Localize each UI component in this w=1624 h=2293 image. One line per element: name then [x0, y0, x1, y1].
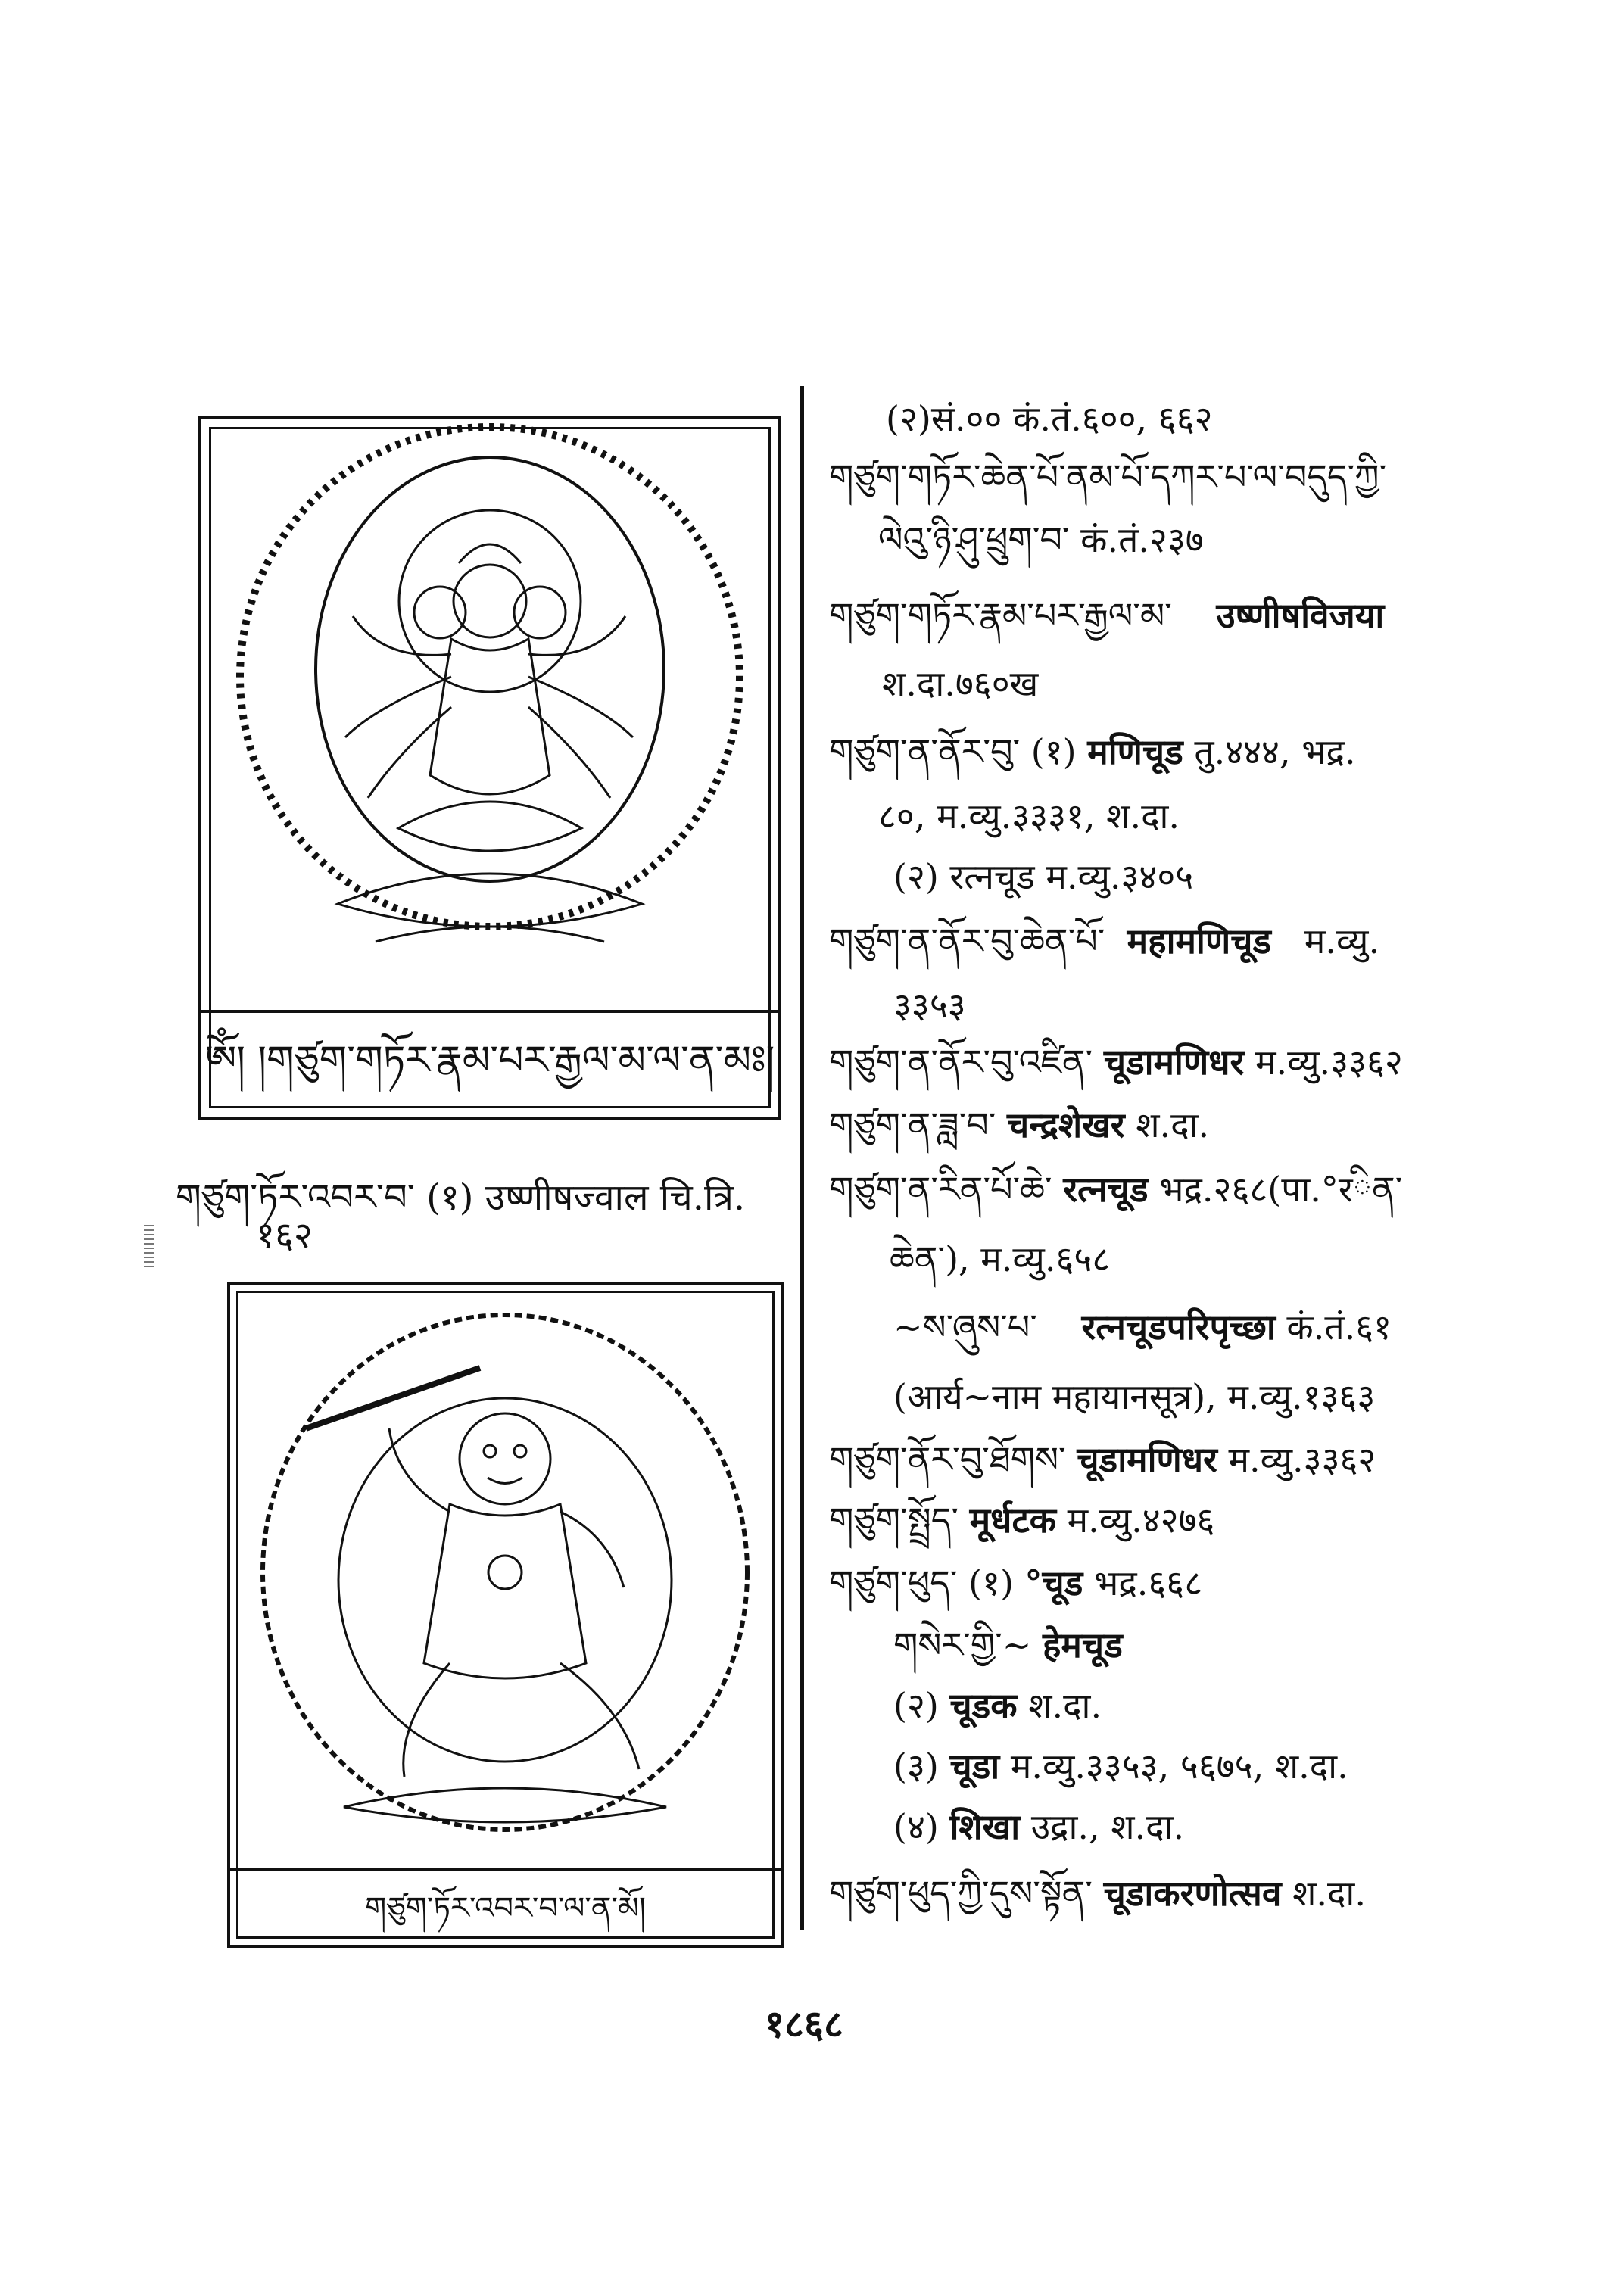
plate-wrathful-deity — [227, 1282, 784, 1948]
entry-line: གཙུག་སྤྲོད་ मूर्धटक म.व्यु.४२७६ — [829, 1500, 1215, 1541]
entry-line: གཙུག་ན་ནོར་བུ་ཆེན་པོ་ महामणिचूड म.व्यु. — [829, 921, 1380, 961]
entry-line: ८०, म.व्यु.३३३१, श.दा. — [878, 796, 1180, 837]
entry-line: ३३५३ — [893, 985, 966, 1026]
deity-illustration-wrathful — [230, 1285, 781, 1860]
entry-line: གཙུག་ཕུད་ཀྱི་དུས་སྟོན་ चूडाकरणोत्सव श.दा. — [829, 1873, 1366, 1914]
entry-line: གཙུག་གཏོར་རྣམ་པར་རྒྱལ་མ་ उष्णीषविजया — [829, 595, 1385, 636]
entry-line: ~ས་ཞུས་པ་ रत्नचूडपरिपृच्छा कं.तं.६१ — [893, 1307, 1392, 1347]
entry-line: ལེའུ་ཉི་ཤུ་ཕྲུག་བ་ कं.तं.२३७ — [878, 519, 1204, 560]
entry-line: གཙུག་ན་རིན་པོ་ཆེ་ रत्नचूड भद्र.२६८(पा.°रིན་ — [829, 1169, 1403, 1210]
entry-line: གསེར་གྱི་~ हेमचूड — [893, 1625, 1123, 1665]
entry-line: གཙུག་ནོར་བུ་ཐོགས་ चूडामणिधर म.व्यु.३३६२ — [829, 1439, 1376, 1480]
dotted-mark — [144, 1225, 154, 1267]
plate-caption: གཙུག་ཏོར་འབར་བ་ལ་ན་མོ། — [230, 1868, 781, 1946]
page-number: १८६८ — [765, 2002, 843, 2046]
entry-line: (४) शिखा उद्रा., श.दा. — [893, 1806, 1185, 1847]
entry-line: གཙུག་ཕུད་ (१) °चूड भद्र.६६८ — [829, 1562, 1203, 1603]
entry-line: གཙུག་ན་ཟླ་བ་ चन्द्रशेखर श.दा. — [829, 1104, 1210, 1145]
figure-caption-number: १६२ — [256, 1214, 313, 1257]
plate-ushnishavijaya — [198, 416, 781, 1120]
entry-line: (२) चूडक श.दा. — [893, 1685, 1102, 1726]
entry-line: (२)सं.०० कं.तं.६००, ६६२ — [886, 398, 1213, 439]
entry-line: श.दा.७६०ख — [882, 663, 1039, 704]
figure-caption: གཙུག་ཏོར་འབར་བ་ (१) उष्णीषज्वाल चि.त्रि. — [176, 1176, 746, 1219]
entry-line: (२) रत्नचूड म.व्यु.३४०५ — [893, 856, 1194, 897]
column-divider — [800, 386, 804, 1930]
plate-caption: ༀ། །གཙུག་གཏོར་རྣམ་པར་རྒྱལ་མ་ལ་ན་མཿ། — [201, 1010, 778, 1108]
deity-illustration-ushnishavijaya — [201, 419, 778, 1010]
entry-line: གཙུག་ན་ནོར་བུ་ (१) मणिचूड तु.४४४, भद्र. — [829, 731, 1356, 772]
entry-line: ཆེན་), म.व्यु.६५८ — [890, 1238, 1111, 1279]
entry-line: (आर्य~नाम महायानसूत्र), म.व्यु.१३६३ — [893, 1376, 1376, 1417]
entry-line: (३) चूडा म.व्यु.३३५३, ५६७५, श.दा. — [893, 1746, 1348, 1787]
entry-line: གཙུག་ན་ནོར་བུ་འཛིན་ चूडामणिधर म.व्यु.३३६२ — [829, 1042, 1403, 1083]
entry-line: གཙུག་གཏོར་ཆེན་པོ་ནམ་པོ་དཀར་པ་ལ་བདུད་ཀྱི་ — [829, 456, 1387, 497]
